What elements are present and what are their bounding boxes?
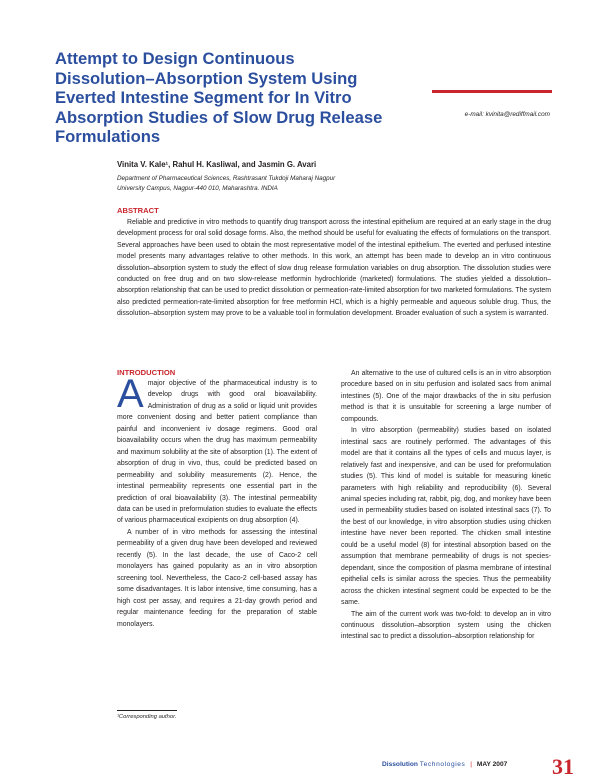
affiliation xyxy=(117,174,335,194)
intro-paragraph-2: A number of in vitro methods for assessing the intestinal permeability of a given drug have been developed and reviewed recently (5). In the last decade, the use of Caco-2 cell monolayers has gained popularity as an in vitro absorption screening tool. Nevertheless, the Caco-2 cell-based assay has some disadvantages. It is labor intensive, time consuming, has a high cost per assay, and requires a 21-day growth period and regular maintenance feeding for the preparation of stable monolayers. xyxy=(117,528,317,628)
issue-date: MAY 2007 xyxy=(476,761,508,768)
author-list: Vinita V. Kale¹, Rahul H. Kasliwal, and Jasmin G. Avari xyxy=(117,160,317,169)
affiliation-line: University Campus, Nagpur-440 010, Maharashtra. INDIA xyxy=(117,185,278,192)
drop-cap: A xyxy=(117,372,144,416)
title-line: Dissolution–Absorption System Using xyxy=(55,68,358,88)
right-paragraph-1: An alternative to the use of cultured cells is an in vitro absorption procedure based on in situ perfusion and isolated sacs from animal intestines (5). One of the major drawbacks of the in situ perfusion method is that it is unsuitable for screening a large number of compounds. xyxy=(341,370,551,423)
page-number: 31 xyxy=(552,754,574,779)
footnote: ¹Corresponding author. xyxy=(117,714,177,720)
title-line: Everted Intestine Segment for In Vitro xyxy=(55,88,352,107)
title-line: Absorption Studies of Slow Drug Release xyxy=(55,107,383,127)
running-footer xyxy=(382,761,507,768)
title-line: Attempt to Design Continuous xyxy=(55,49,295,68)
journal-name-bold: Dissolution xyxy=(382,761,418,768)
footer-separator: | xyxy=(470,761,473,768)
journal-name-light: Technologies xyxy=(419,761,466,768)
abstract-heading: ABSTRACT xyxy=(117,206,159,215)
intro-paragraph-1-text: major objective of the pharmaceutical industry is to develop drugs with good oral bioavailability. Administration of drug as a solid or liquid unit provides more convenient dosing and better patient compliance than painful and inconvenient iv dosage regimens. Good oral bioavailability occurs when the drug has maximum permeability and maximum solubility at the site of absorption (1). The extent of absorption of drug in vivo, thus, could be predicted based on permeability and solubility measurements (2). Hence, the intestinal permeability represents one essential part in the prediction of oral bioavailability (3). The intestinal permeability data can be used in preformulation studies to evaluate the effects of various pharmaceutical excipients on drug absorption (4). xyxy=(117,380,317,525)
right-column xyxy=(341,368,551,643)
header-divider xyxy=(432,90,552,93)
author-email[interactable]: e-mail: kvinita@rediffmail.com xyxy=(464,111,550,118)
title-line: Formulations xyxy=(55,127,161,146)
affiliation-line: Department of Pharmaceutical Sciences, Rashtrasant Tukdoji Maharaj Nagpur xyxy=(117,175,336,182)
article-title xyxy=(55,49,415,147)
abstract-text: Reliable and predictive in vitro methods to quantify drug transport across the intestinal epithelium are required at an early stage in the drug development process for oral solid dosage forms. Also, the method should be useful for evaluating the effects of formulations on the transport. Several approaches have been used to obtain the most representative model of the intestinal epithelium. The everted and perfused intestine model presents many advantages relative to other methods. In this work, an attempt has been made to develop an in vitro continuous dissolution–absorption system to study the effect of slow drug release formulation variables on drug absorption. The dissolution studies were conducted on free drug and on two slow-release metformin hydrochloride (marketed) formulations. The studies yielded a dissolution–absorption relationship that can be used to predict dissolution or permeation-rate-limited absorption for two marketed formulations. The system also predicted permeation-rate-limited absorption for free metformin HCl, which is a highly permeable and aqueous soluble drug. Thus, the dissolution–absorption system may prove to be a valuable tool in formulation development. Broader evaluation of such a system is warranted. xyxy=(117,219,551,318)
introduction-heading: INTRODUCTION xyxy=(117,368,176,377)
footnote-divider xyxy=(117,710,177,711)
right-paragraph-3: The aim of the current work was two-fold: to develop an in vitro continuous dissolution–absorption system using the chicken intestinal sac to predict a dissolution–absorption relationship for xyxy=(341,610,551,641)
right-paragraph-2: In vitro absorption (permeability) studies based on isolated intestinal sacs are routinely performed. The advantages of this model are that it contains all the types of cells and mucus layer, is relatively fast and inexpensive, and can be used for preformulation studies (5). This kind of model is suitable for measuring kinetic parameters with high reliability and reproducibility (6). Several animal species including rat, rabbit, pig, dog, and monkey have been used in permeability studies based on isolated intestinal sacs (7). To the best of our knowledge, in vitro absorption studies using chicken intestine have never been reported. The chicken small intestine could be a useful model (8) for intestinal absorption based on the assumption that membrane permeability of drugs is not species-dependant, since the composition of plasma membrane of intestinal epithelial cells is similar across the species. Thus the permeability across the chicken intestinal segment could be expected to be the same. xyxy=(341,427,551,607)
